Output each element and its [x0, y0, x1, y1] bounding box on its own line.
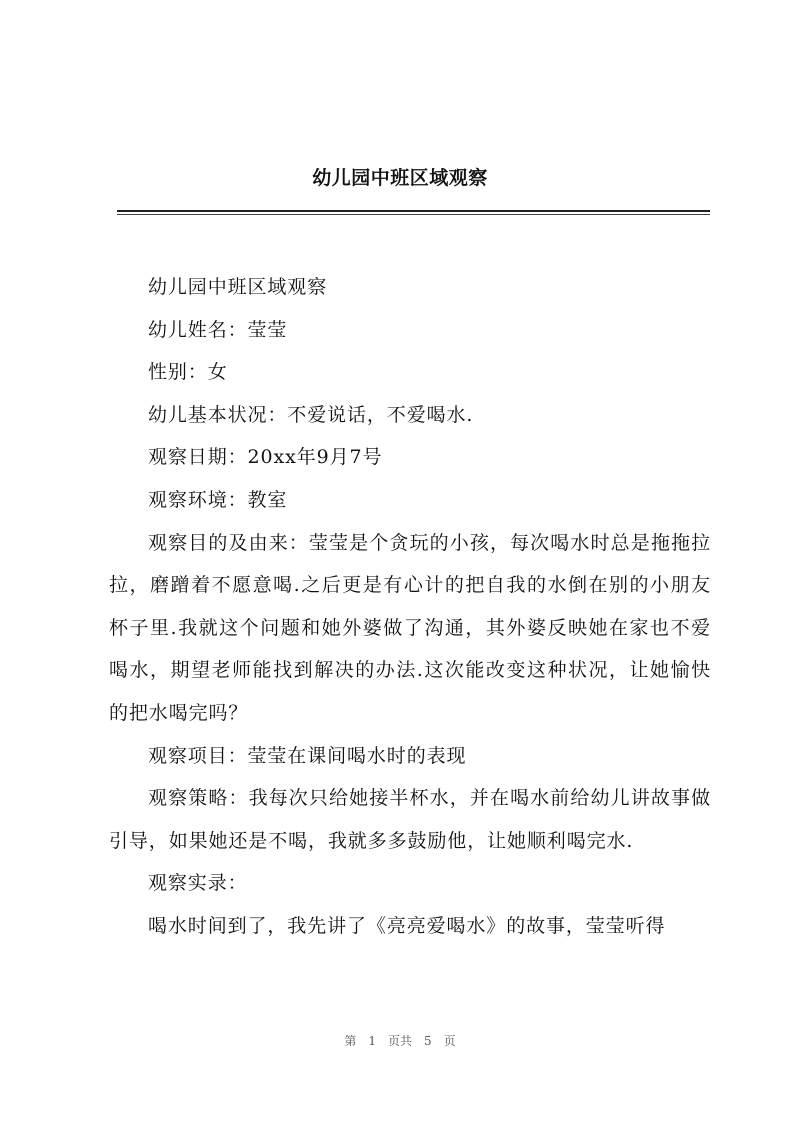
page-footer	[0, 1033, 800, 1049]
header-rule-thin	[117, 214, 710, 215]
footer-total-pages: 5	[424, 1034, 432, 1048]
footer-page-number: 1	[368, 1034, 376, 1048]
paragraph-observation-record: 喝水时间到了，我先讲了《亮亮爱喝水》的故事，莹莹听得	[148, 914, 666, 937]
footer-label-page: 第	[344, 1034, 357, 1048]
paragraph-gender: 性别：女	[148, 361, 228, 384]
paragraph-title: 幼儿园中班区域观察	[148, 276, 328, 298]
paragraph-observation-record-heading: 观察实录：	[148, 872, 248, 895]
document-body	[109, 266, 711, 948]
paragraph-observation-environment: 观察环境：教室	[148, 488, 288, 511]
paragraph-observation-date: 观察日期：20xx年9月7号	[148, 446, 383, 469]
document-header-title: 幼儿园中班区域观察	[312, 167, 488, 189]
paragraph-child-name: 幼儿姓名：莹莹	[148, 318, 288, 341]
paragraph-observation-item: 观察项目：莹莹在课间喝水时的表现	[148, 744, 467, 767]
paragraph-basic-status: 幼儿基本状况：不爱说话，不爱喝水.	[148, 403, 474, 426]
paragraph-observation-strategy: 观察策略：我每次只给她接半杯水，并在喝水前给幼儿讲故事做引导，如果她还是不喝，我就多多鼓励他，让她顺利喝完水.	[109, 787, 711, 852]
paragraph-observation-purpose: 观察目的及由来：莹莹是个贪玩的小孩，每次喝水时总是拖拖拉拉，磨蹭着不愿意喝.之后更是有心计的把自我的水倒在别的小朋友杯子里.我就这个问题和她外婆做了沟通，其外婆反映她在家也不爱喝水，期望老师能找到解决的办法.这次能改变这种状况，让她愉快的把水喝完吗？	[109, 531, 711, 724]
footer-label-end: 页	[443, 1034, 456, 1048]
footer-label-total: 页共	[387, 1034, 412, 1048]
header-rule-thick	[117, 210, 710, 212]
